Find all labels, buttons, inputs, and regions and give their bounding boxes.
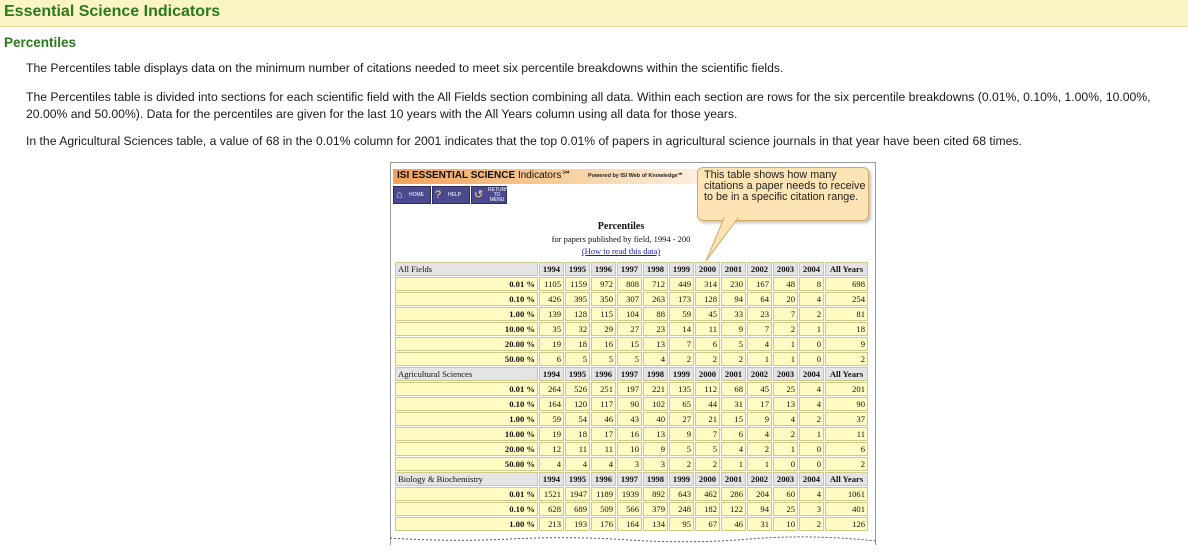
- citation-value: 11: [695, 322, 720, 336]
- citation-value: 808: [617, 277, 642, 291]
- field-name: Agricultural Sciences: [395, 367, 538, 381]
- table-row: [395, 502, 868, 516]
- citation-value: 3: [643, 457, 668, 471]
- year-header: 1996: [591, 262, 616, 276]
- citation-value: 176: [591, 517, 616, 531]
- year-header: 1998: [643, 367, 668, 381]
- citation-value: 248: [669, 502, 694, 516]
- citation-value: 379: [643, 502, 668, 516]
- paragraph-sections: The Percentiles table is divided into sections for each scientific field with the All Fields section combining all data. Within each section are rows for the six percentile breakdowns (0.01%, 0.10%, 1.00%, 10.00%, 20.00% and 50.00%). Data for the percentiles are given for the last 10 years with the All Years column using all data for those years.: [26, 90, 1151, 121]
- citation-value: 23: [747, 307, 772, 321]
- all-years-value: 254: [825, 292, 868, 306]
- table-row: [395, 322, 868, 336]
- citation-value: 2: [695, 352, 720, 366]
- citation-value: 54: [565, 412, 590, 426]
- citation-value: 2: [747, 442, 772, 456]
- citation-value: 11: [565, 442, 590, 456]
- citation-value: 46: [591, 412, 616, 426]
- citation-value: 16: [591, 337, 616, 351]
- citation-value: 9: [669, 427, 694, 441]
- table-row: [395, 442, 868, 456]
- citation-value: 314: [695, 277, 720, 291]
- citation-value: 264: [539, 382, 564, 396]
- citation-value: 712: [643, 277, 668, 291]
- year-header: 1999: [669, 472, 694, 486]
- all-years-value: 201: [825, 382, 868, 396]
- return-to-menu-button[interactable]: ↺ RETURN TO MENU: [471, 186, 507, 204]
- citation-value: 27: [617, 322, 642, 336]
- percentile-label: 0.10 %: [395, 502, 538, 516]
- all-years-value: 90: [825, 397, 868, 411]
- citation-value: 115: [591, 307, 616, 321]
- citation-value: 120: [565, 397, 590, 411]
- citation-value: 4: [565, 457, 590, 471]
- citation-value: 426: [539, 292, 564, 306]
- field-header-row: [395, 472, 868, 486]
- citation-value: 90: [617, 397, 642, 411]
- citation-value: 135: [669, 382, 694, 396]
- citation-value: 88: [643, 307, 668, 321]
- citation-value: 95: [669, 517, 694, 531]
- field-header-row: [395, 367, 868, 381]
- citation-value: 104: [617, 307, 642, 321]
- page-title: Essential Science Indicators: [4, 3, 221, 20]
- year-header: 1994: [539, 472, 564, 486]
- citation-value: 1: [773, 442, 798, 456]
- year-header: 1996: [591, 472, 616, 486]
- citation-value: 9: [721, 322, 746, 336]
- citation-value: 4: [773, 412, 798, 426]
- citation-value: 5: [669, 442, 694, 456]
- citation-value: 18: [565, 427, 590, 441]
- callout-text: This table shows how many citations a paper needs to receive to be in a specific citation range.: [704, 169, 866, 203]
- citation-value: 65: [669, 397, 694, 411]
- paragraph-example: In the Agricultural Sciences table, a value of 68 in the 0.01% column for 2001 indicates that the top 0.01% of papers in agricultural science journals in that year have been cited 68 times.: [26, 134, 1022, 148]
- citation-value: 230: [721, 277, 746, 291]
- citation-value: 10: [617, 442, 642, 456]
- citation-value: 14: [669, 322, 694, 336]
- citation-value: 2: [669, 352, 694, 366]
- citation-value: 8: [799, 277, 824, 291]
- citation-value: 25: [773, 382, 798, 396]
- citation-value: 2: [799, 412, 824, 426]
- all-years-value: 2: [825, 352, 868, 366]
- citation-value: 29: [591, 322, 616, 336]
- percentile-label: 20.00 %: [395, 337, 538, 351]
- citation-value: 350: [591, 292, 616, 306]
- all-years-value: 9: [825, 337, 868, 351]
- citation-value: 251: [591, 382, 616, 396]
- year-header: 2003: [773, 262, 798, 276]
- year-header: 2002: [747, 472, 772, 486]
- table-row: [395, 457, 868, 471]
- citation-value: 4: [747, 427, 772, 441]
- all-years-value: 6: [825, 442, 868, 456]
- citation-value: 67: [695, 517, 720, 531]
- citation-value: 9: [747, 412, 772, 426]
- citation-value: 2: [773, 322, 798, 336]
- all-years-value: 11: [825, 427, 868, 441]
- citation-value: 263: [643, 292, 668, 306]
- citation-value: 9: [643, 442, 668, 456]
- citation-value: 4: [747, 337, 772, 351]
- citation-value: 31: [721, 397, 746, 411]
- percentile-label: 0.01 %: [395, 382, 538, 396]
- percentiles-subtitle: for papers published by field, 1994 - 200: [551, 234, 691, 244]
- help-button[interactable]: ? HELP: [432, 186, 470, 204]
- callout-pointer: [700, 217, 740, 263]
- field-name: Biology & Biochemistry: [395, 472, 538, 486]
- year-header: 2001: [721, 367, 746, 381]
- citation-value: 7: [773, 307, 798, 321]
- citation-value: 44: [695, 397, 720, 411]
- table-row: [395, 307, 868, 321]
- citation-value: 1: [721, 457, 746, 471]
- citation-value: 3: [799, 502, 824, 516]
- year-header: 2003: [773, 367, 798, 381]
- citation-value: 4: [643, 352, 668, 366]
- citation-value: 102: [643, 397, 668, 411]
- citation-value: 7: [747, 322, 772, 336]
- citation-value: 7: [695, 427, 720, 441]
- citation-value: 5: [721, 337, 746, 351]
- citation-value: 117: [591, 397, 616, 411]
- citation-value: 1: [773, 352, 798, 366]
- percentile-label: 1.00 %: [395, 307, 538, 321]
- percentile-label: 0.01 %: [395, 277, 538, 291]
- percentile-label: 10.00 %: [395, 427, 538, 441]
- citation-value: 1: [747, 457, 772, 471]
- year-header: 1994: [539, 367, 564, 381]
- citation-value: 21: [695, 412, 720, 426]
- citation-value: 307: [617, 292, 642, 306]
- percentile-label: 0.10 %: [395, 397, 538, 411]
- citation-value: 0: [799, 337, 824, 351]
- citation-value: 46: [721, 517, 746, 531]
- citation-value: 13: [643, 337, 668, 351]
- percentiles-title: Percentiles: [597, 221, 645, 232]
- citation-value: 59: [539, 412, 564, 426]
- field-name: All Fields: [395, 262, 538, 276]
- all-years-value: 401: [825, 502, 868, 516]
- table-row: [395, 337, 868, 351]
- citation-value: 10: [773, 517, 798, 531]
- citation-value: 213: [539, 517, 564, 531]
- return-icon: ↺: [474, 189, 484, 201]
- citation-value: 4: [591, 457, 616, 471]
- citation-value: 0: [799, 352, 824, 366]
- percentile-label: 50.00 %: [395, 352, 538, 366]
- citation-value: 40: [643, 412, 668, 426]
- all-years-header: All Years: [825, 367, 868, 381]
- year-header: 2001: [721, 472, 746, 486]
- header-bar: [0, 0, 1188, 27]
- citation-value: 64: [747, 292, 772, 306]
- citation-value: 1: [773, 337, 798, 351]
- citation-value: 19: [539, 427, 564, 441]
- citation-value: 94: [721, 292, 746, 306]
- home-button[interactable]: ⌂ HOME: [393, 186, 431, 204]
- citation-value: 643: [669, 487, 694, 501]
- citation-value: 31: [747, 517, 772, 531]
- citation-value: 4: [539, 457, 564, 471]
- citation-value: 17: [747, 397, 772, 411]
- citation-value: 13: [773, 397, 798, 411]
- citation-value: 1: [799, 322, 824, 336]
- citation-value: 0: [799, 457, 824, 471]
- citation-value: 4: [721, 442, 746, 456]
- citation-value: 173: [669, 292, 694, 306]
- citation-value: 15: [721, 412, 746, 426]
- citation-value: 17: [591, 427, 616, 441]
- citation-value: 122: [721, 502, 746, 516]
- citation-value: 59: [669, 307, 694, 321]
- citation-value: 20: [773, 292, 798, 306]
- year-header: 1999: [669, 262, 694, 276]
- citation-value: 182: [695, 502, 720, 516]
- year-header: 1995: [565, 472, 590, 486]
- citation-value: 167: [747, 277, 772, 291]
- year-header: 2004: [799, 367, 824, 381]
- citation-value: 43: [617, 412, 642, 426]
- year-header: 1994: [539, 262, 564, 276]
- citation-value: 19: [539, 337, 564, 351]
- citation-value: 45: [695, 307, 720, 321]
- all-years-value: 81: [825, 307, 868, 321]
- citation-value: 972: [591, 277, 616, 291]
- year-header: 1995: [565, 262, 590, 276]
- citation-value: 0: [773, 457, 798, 471]
- citation-value: 45: [747, 382, 772, 396]
- table-row: [395, 487, 868, 501]
- citation-value: 68: [721, 382, 746, 396]
- year-header: 1997: [617, 262, 642, 276]
- citation-value: 204: [747, 487, 772, 501]
- callout-tooltip: [697, 167, 869, 221]
- citation-value: 628: [539, 502, 564, 516]
- citation-value: 60: [773, 487, 798, 501]
- paragraph-intro: The Percentiles table displays data on the minimum number of citations needed to meet six percentile breakdowns within the scientific fields.: [26, 61, 784, 75]
- citation-value: 25: [773, 502, 798, 516]
- citation-value: 221: [643, 382, 668, 396]
- percentile-label: 50.00 %: [395, 457, 538, 471]
- percentile-label: 20.00 %: [395, 442, 538, 456]
- year-header: 1998: [643, 262, 668, 276]
- field-header-row: [395, 262, 868, 276]
- all-years-value: 18: [825, 322, 868, 336]
- citation-value: 2: [695, 457, 720, 471]
- citation-value: 15: [617, 337, 642, 351]
- citation-value: 128: [565, 307, 590, 321]
- citation-value: 112: [695, 382, 720, 396]
- citation-value: 13: [643, 427, 668, 441]
- help-icon: ?: [435, 189, 442, 201]
- percentile-label: 0.01 %: [395, 487, 538, 501]
- citation-value: 134: [643, 517, 668, 531]
- citation-value: 462: [695, 487, 720, 501]
- citation-value: 4: [799, 292, 824, 306]
- citation-value: 2: [799, 517, 824, 531]
- citation-value: 1189: [591, 487, 616, 501]
- citation-value: 16: [617, 427, 642, 441]
- year-header: 2002: [747, 262, 772, 276]
- all-years-header: All Years: [825, 472, 868, 486]
- year-header: 1997: [617, 472, 642, 486]
- citation-value: 23: [643, 322, 668, 336]
- year-header: 1999: [669, 367, 694, 381]
- citation-value: 1: [799, 427, 824, 441]
- year-header: 1996: [591, 367, 616, 381]
- citation-value: 5: [617, 352, 642, 366]
- year-header: 2001: [721, 262, 746, 276]
- year-header: 2004: [799, 472, 824, 486]
- all-years-value: 126: [825, 517, 868, 531]
- citation-value: 892: [643, 487, 668, 501]
- table-row: [395, 397, 868, 411]
- all-years-value: 37: [825, 412, 868, 426]
- year-header: 1998: [643, 472, 668, 486]
- year-header: 1997: [617, 367, 642, 381]
- citation-value: 139: [539, 307, 564, 321]
- year-header: 2002: [747, 367, 772, 381]
- citation-value: 18: [565, 337, 590, 351]
- citation-value: 0: [799, 442, 824, 456]
- citation-value: 27: [669, 412, 694, 426]
- table-row: [395, 412, 868, 426]
- home-icon: ⌂: [396, 189, 403, 201]
- citation-value: 509: [591, 502, 616, 516]
- citation-value: 12: [539, 442, 564, 456]
- year-header: 1995: [565, 367, 590, 381]
- citation-value: 7: [669, 337, 694, 351]
- year-header: 2004: [799, 262, 824, 276]
- citation-value: 94: [747, 502, 772, 516]
- table-row: [395, 352, 868, 366]
- citation-value: 33: [721, 307, 746, 321]
- citation-value: 4: [799, 382, 824, 396]
- year-header: 2000: [695, 472, 720, 486]
- citation-value: 2: [799, 307, 824, 321]
- percentile-label: 0.10 %: [395, 292, 538, 306]
- citation-value: 128: [695, 292, 720, 306]
- citation-value: 4: [799, 487, 824, 501]
- citation-value: 526: [565, 382, 590, 396]
- citation-value: 2: [773, 427, 798, 441]
- citation-value: 1105: [539, 277, 564, 291]
- citation-value: 2: [721, 352, 746, 366]
- table-row: [395, 277, 868, 291]
- citation-value: 449: [669, 277, 694, 291]
- year-header: 2003: [773, 472, 798, 486]
- citation-value: 6: [695, 337, 720, 351]
- citation-value: 1159: [565, 277, 590, 291]
- powered-by-text: Powered by ISI Web of Knowledge℠: [588, 173, 684, 179]
- percentiles-table: [394, 261, 869, 532]
- percentile-label: 1.00 %: [395, 517, 538, 531]
- year-header: 2000: [695, 262, 720, 276]
- torn-edge: [390, 536, 876, 548]
- table-row: [395, 517, 868, 531]
- citation-value: 4: [799, 397, 824, 411]
- citation-value: 5: [591, 352, 616, 366]
- percentile-label: 1.00 %: [395, 412, 538, 426]
- table-row: [395, 382, 868, 396]
- citation-value: 5: [565, 352, 590, 366]
- table-row: [395, 427, 868, 441]
- citation-value: 1939: [617, 487, 642, 501]
- citation-value: 689: [565, 502, 590, 516]
- all-years-value: 2: [825, 457, 868, 471]
- citation-value: 164: [539, 397, 564, 411]
- citation-value: 5: [695, 442, 720, 456]
- table-row: [395, 292, 868, 306]
- how-to-read-link[interactable]: (How to read this data): [581, 246, 661, 256]
- all-years-header: All Years: [825, 262, 868, 276]
- all-years-value: 698: [825, 277, 868, 291]
- citation-value: 3: [617, 457, 642, 471]
- percentile-label: 10.00 %: [395, 322, 538, 336]
- citation-value: 164: [617, 517, 642, 531]
- citation-value: 193: [565, 517, 590, 531]
- citation-value: 1521: [539, 487, 564, 501]
- citation-value: 286: [721, 487, 746, 501]
- citation-value: 48: [773, 277, 798, 291]
- citation-value: 2: [669, 457, 694, 471]
- citation-value: 395: [565, 292, 590, 306]
- esi-logo: ISI ESSENTIAL SCIENCE Indicators℠: [397, 170, 572, 181]
- citation-value: 1947: [565, 487, 590, 501]
- citation-value: 11: [591, 442, 616, 456]
- citation-value: 566: [617, 502, 642, 516]
- citation-value: 1: [747, 352, 772, 366]
- year-header: 2000: [695, 367, 720, 381]
- esi-banner: [393, 169, 703, 184]
- citation-value: 6: [721, 427, 746, 441]
- section-title: Percentiles: [4, 35, 77, 50]
- citation-value: 32: [565, 322, 590, 336]
- citation-value: 35: [539, 322, 564, 336]
- citation-value: 6: [539, 352, 564, 366]
- all-years-value: 1061: [825, 487, 868, 501]
- citation-value: 197: [617, 382, 642, 396]
